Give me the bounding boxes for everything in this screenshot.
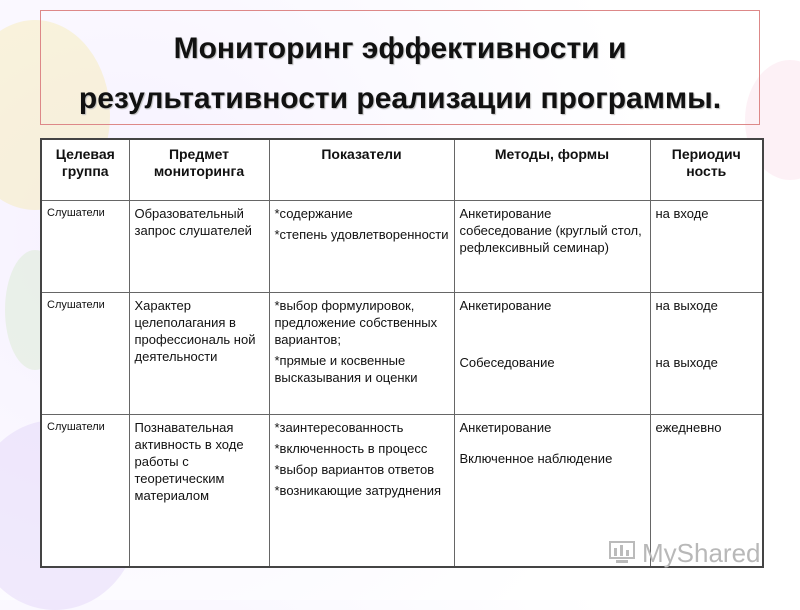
spacer xyxy=(460,318,645,336)
cell-methods xyxy=(454,293,650,415)
periodicity-item: на входе xyxy=(655,206,709,221)
spacer xyxy=(656,336,758,354)
spacer xyxy=(460,440,645,450)
method-item: Анкетирование собеседование (круглый стол, рефлексивный семинар) xyxy=(459,206,642,255)
cell-group: Слушатели xyxy=(41,415,129,567)
header-target-group: Целевая группа xyxy=(41,139,129,201)
cell-periodicity xyxy=(650,201,763,293)
header-indicators: Показатели xyxy=(269,139,454,201)
indicator-item: *заинтересованность xyxy=(274,420,404,435)
indicator-item: *содержание xyxy=(274,206,353,221)
indicator-item: *прямые и косвенные высказывания и оценки xyxy=(274,353,418,385)
cell-indicators xyxy=(269,201,454,293)
cell-group: Слушатели xyxy=(41,201,129,293)
cell-subject: Образовательный запрос слушателей xyxy=(129,201,269,293)
monitoring-table xyxy=(40,138,764,568)
header-subject: Предмет мониторинга xyxy=(129,139,269,201)
watermark-text: MyShared xyxy=(642,538,761,568)
spacer xyxy=(460,336,645,354)
table-row xyxy=(41,293,763,415)
indicator-item: *включенность в процесс xyxy=(274,441,428,456)
header-periodicity: Периодич ность xyxy=(650,139,763,201)
slide-title xyxy=(40,10,760,125)
indicator-item: *выбор формулировок, предложение собственных вариантов; xyxy=(274,298,438,347)
periodicity-item: на выходе xyxy=(655,298,718,313)
spacer xyxy=(656,318,758,336)
cell-group: Слушатели xyxy=(41,293,129,415)
table-row xyxy=(41,201,763,293)
method-item: Включенное наблюдение xyxy=(459,451,613,466)
title-line-2: результативности реализации программы. xyxy=(78,82,722,115)
indicator-item: *выбор вариантов ответов xyxy=(274,462,435,477)
method-item: Собеседование xyxy=(459,355,555,370)
method-item: Анкетирование xyxy=(459,298,552,313)
indicator-item: *степень удовлетворенности xyxy=(274,227,449,242)
indicator-item: *возникающие затруднения xyxy=(274,483,442,498)
cell-methods xyxy=(454,201,650,293)
header-methods: Методы, формы xyxy=(454,139,650,201)
periodicity-item: на выходе xyxy=(655,355,718,370)
method-item: Анкетирование xyxy=(459,420,552,435)
periodicity-item: ежедневно xyxy=(655,420,722,435)
table-header-row xyxy=(41,139,763,201)
cell-subject: Познавательная активность в ходе работы с теоретическим материалом xyxy=(129,415,269,567)
cell-periodicity xyxy=(650,293,763,415)
cell-indicators xyxy=(269,293,454,415)
watermark-logo-icon xyxy=(608,540,638,566)
cell-subject: Характер целеполагания в профессиональ ной деятельности xyxy=(129,293,269,415)
cell-indicators xyxy=(269,415,454,567)
title-line-1: Мониторинг эффективности и xyxy=(173,32,627,65)
